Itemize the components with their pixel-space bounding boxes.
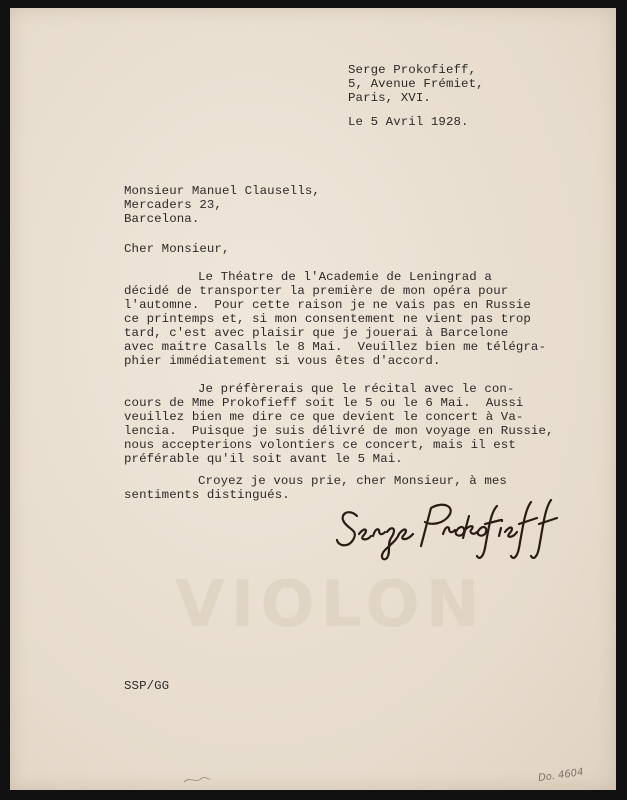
archive-note: Do. 4604 — [537, 766, 585, 785]
handwritten-signature — [335, 486, 560, 566]
pencil-mark — [182, 774, 212, 786]
paragraph-line: cours de Mme Prokofieff soit le 5 ou le 6 Mai. Aussi — [124, 396, 524, 410]
paragraph-line: décidé de transporter la première de mon opéra pour — [124, 284, 509, 298]
recipient-city: Barcelona. — [124, 212, 200, 226]
paragraph-line: tard, c'est avec plaisir que je jouerai à Barcelone — [124, 326, 509, 340]
paragraph-line: phier immédiatement si vous êtes d'accord. — [124, 354, 441, 368]
paragraph-line: Je préfèrerais que le récital avec le con- — [198, 382, 515, 396]
paragraph-line: avec maitre Casalls le 8 Mai. Veuillez bien me télégra- — [124, 340, 546, 354]
typist-initials: SSP/GG — [124, 679, 170, 693]
sender-street: 5, Avenue Frémiet, — [348, 77, 484, 91]
paragraph-line: ce printemps et, si mon consentement ne vient pas trop — [124, 312, 531, 326]
paragraph-line: préférable qu'il soit avant le 5 Mai. — [124, 452, 403, 466]
closing-line-1: Croyez je vous prie, cher Monsieur, à mes — [198, 474, 507, 488]
closing-line-2: sentiments distingués. — [124, 488, 290, 502]
watermark: VIOLON — [175, 568, 486, 642]
letter-date: Le 5 Avril 1928. — [348, 115, 469, 129]
recipient-name: Monsieur Manuel Clausells, — [124, 184, 320, 198]
paragraph-line: lencia. Puisque je suis délivré de mon voyage en Russie, — [124, 424, 554, 438]
paragraph-line: veuillez bien me dire ce que devient le concert à Va- — [124, 410, 524, 424]
paragraph-line: Le Théatre de l'Academie de Leningrad a — [198, 270, 492, 284]
recipient-street: Mercaders 23, — [124, 198, 222, 212]
sender-city: Paris, XVI. — [348, 91, 431, 105]
letter-page — [10, 8, 616, 790]
salutation: Cher Monsieur, — [124, 242, 230, 256]
sender-name: Serge Prokofieff, — [348, 63, 477, 77]
paragraph-line: nous accepterions volontiers ce concert, mais il est — [124, 438, 516, 452]
paragraph-line: l'automne. Pour cette raison je ne vais pas en Russie — [124, 298, 531, 312]
